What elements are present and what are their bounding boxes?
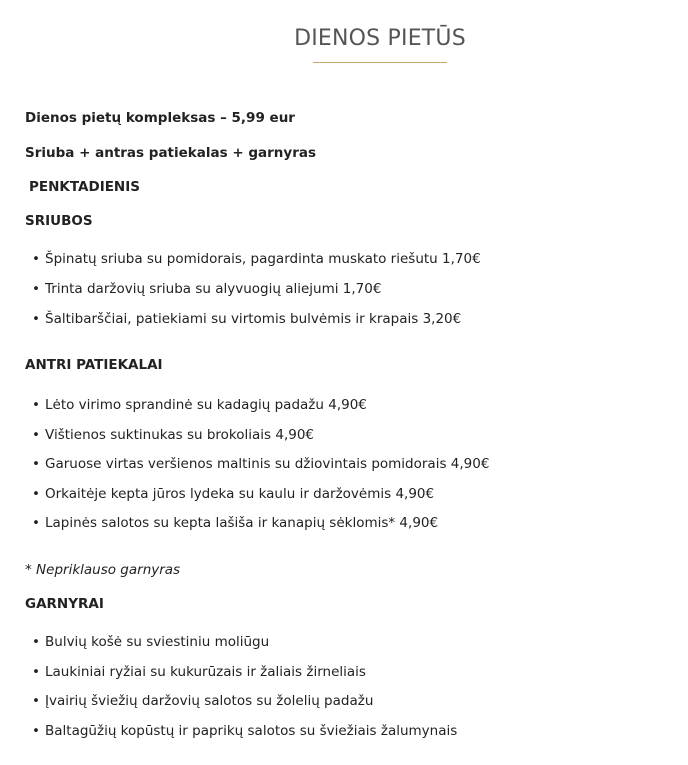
side-item-4: Baltagūžių kopūstų ir paprikų salotos su šviežiais žalumynais — [45, 722, 458, 739]
list-item — [25, 721, 668, 741]
list-item — [25, 484, 668, 504]
bullet-icon: • — [32, 251, 40, 267]
list-item — [25, 395, 668, 415]
main-item-1: Lėto virimo sprandinė su kadagių padažu 4,90€ — [45, 397, 367, 413]
list-item — [25, 513, 668, 533]
main-item-4: Orkaitėje kepta jūros lydeka su kaulu ir daržovėmis 4,90€ — [45, 485, 435, 502]
soup-item-3: Šaltibarščiai, patiekiami su virtomis bulvėmis ir krapais 3,20€ — [45, 311, 462, 327]
list-item — [25, 632, 668, 652]
bullet-icon: • — [32, 722, 40, 739]
menu-content — [25, 108, 668, 741]
bullet-icon: • — [32, 485, 40, 502]
list-item — [25, 309, 668, 329]
list-item — [25, 425, 668, 445]
sides-heading: GARNYRAI — [25, 596, 104, 612]
side-item-1: Bulvių košė su sviestiniu moliūgu — [45, 634, 270, 650]
bullet-icon: • — [32, 281, 40, 297]
list-item — [25, 249, 668, 269]
title-underline — [313, 62, 447, 63]
bullet-icon: • — [32, 634, 40, 650]
soups-list — [25, 249, 668, 329]
list-item — [25, 279, 668, 299]
bullet-icon: • — [32, 311, 40, 327]
bullet-icon: • — [32, 456, 40, 472]
soup-item-2: Trinta daržovių sriuba su alyvuogių aliejumi 1,70€ — [45, 281, 382, 297]
main-item-3: Garuose virtas veršienos maltinis su džiovintais pomidorais 4,90€ — [45, 456, 490, 472]
bullet-icon: • — [32, 515, 40, 531]
side-item-2: Laukiniai ryžiai su kukurūzais ir žaliais žirneliais — [45, 663, 366, 680]
complex-contents-row — [25, 143, 668, 163]
mains-list — [25, 395, 668, 533]
garnish-note: * Nepriklauso garnyras — [25, 562, 181, 578]
bullet-icon: • — [32, 426, 40, 443]
bullet-icon: • — [32, 397, 40, 413]
soup-item-1: Špinatų sriuba su pomidorais, pagardinta muskato riešutu 1,70€ — [45, 251, 481, 267]
complex-price-row — [25, 108, 668, 128]
side-item-3: Įvairių šviežių daržovių salotos su žolelių padažu — [45, 693, 374, 709]
sides-list — [25, 632, 668, 741]
complex-contents-text: Sriuba + antras patiekalas + garnyras — [25, 145, 317, 161]
bullet-icon: • — [32, 663, 40, 680]
day-label: PENKTADIENIS — [29, 179, 140, 195]
bullet-icon: • — [32, 693, 40, 709]
mains-heading: ANTRI PATIEKALAI — [25, 357, 163, 373]
day-row — [25, 177, 668, 197]
soups-heading: SRIUBOS — [25, 213, 93, 229]
main-item-5: Lapinės salotos su kepta lašiša ir kanapių sėklomis* 4,90€ — [45, 515, 439, 531]
list-item — [25, 662, 668, 682]
main-item-2: Vištienos suktinukas su brokoliais 4,90€ — [45, 426, 315, 443]
complex-price-text: Dienos pietų kompleksas – 5,99 eur — [25, 110, 295, 126]
list-item — [25, 454, 668, 474]
page-title: DIENOS PIETŪS — [294, 26, 466, 51]
list-item — [25, 691, 668, 711]
